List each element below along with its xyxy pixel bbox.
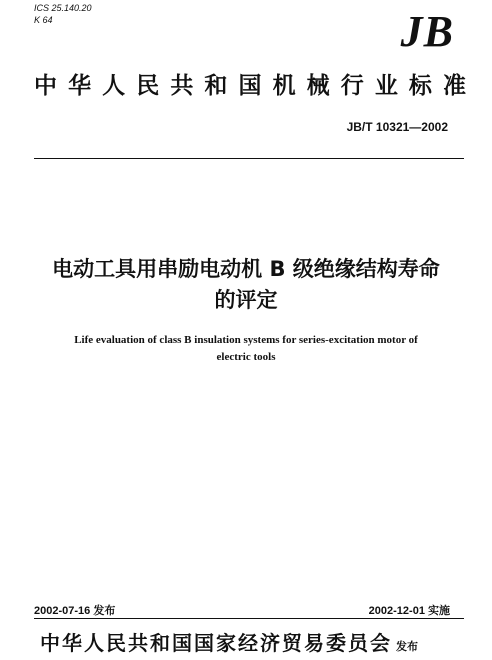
publisher-name: 中华人民共和国国家经济贸易委员会: [40, 631, 392, 655]
footer-divider: [34, 618, 464, 619]
title-en-line1: Life evaluation of class B insulation systems for series-excitation motor of: [74, 334, 418, 346]
issue-date: 2002-07-16 发布: [34, 605, 116, 617]
title-zh-line2: 的评定: [214, 288, 278, 312]
jb-logo: JB: [400, 7, 454, 56]
publisher-suffix: 发布: [396, 640, 418, 653]
header-divider: [34, 158, 464, 159]
ccs-code: K 64: [34, 15, 53, 25]
title-en-line2: electric tools: [216, 351, 276, 363]
title-zh-line1: 电动工具用串励电动机 B 级绝缘结构寿命: [52, 257, 440, 281]
ics-code: ICS 25.140.20: [34, 3, 92, 13]
document-title-zh: [20, 254, 472, 316]
publisher: [40, 630, 418, 660]
standard-number: JB/T 10321—2002: [346, 120, 448, 134]
document-title-en: [30, 332, 462, 366]
implement-date: 2002-12-01 实施: [368, 605, 450, 617]
standard-name: 中华人民共和国机械行业标准: [34, 73, 466, 99]
